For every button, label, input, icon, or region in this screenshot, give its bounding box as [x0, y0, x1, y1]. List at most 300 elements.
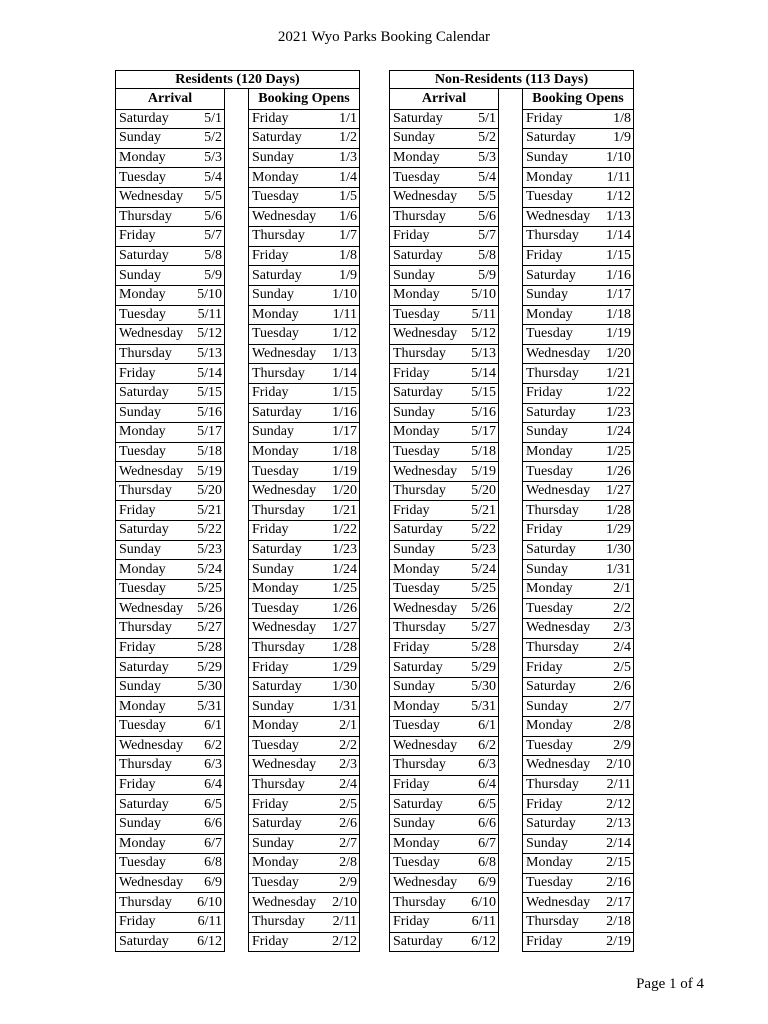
day-name: Wednesday: [252, 894, 317, 910]
date-value: 6/5: [478, 796, 496, 812]
booking-opens-column: [248, 109, 360, 953]
day-name: Wednesday: [526, 894, 591, 910]
day-name: Wednesday: [119, 326, 184, 342]
day-name: Thursday: [526, 228, 579, 244]
date-value: 5/12: [197, 326, 222, 342]
booking-opens-row: [249, 834, 359, 854]
date-value: 5/27: [197, 620, 222, 636]
booking-opens-row: [523, 520, 633, 540]
arrival-row: [390, 481, 498, 501]
arrival-row: [116, 128, 224, 148]
day-name: Monday: [252, 306, 299, 322]
booking-opens-row: [523, 638, 633, 658]
booking-opens-row: [249, 246, 359, 266]
date-value: 2/14: [606, 835, 631, 851]
day-name: Sunday: [526, 835, 568, 851]
arrival-row: [390, 344, 498, 364]
day-name: Friday: [119, 639, 156, 655]
day-name: Sunday: [119, 130, 161, 146]
booking-opens-row: [249, 324, 359, 344]
booking-opens-row: [523, 442, 633, 462]
date-value: 1/26: [332, 600, 357, 616]
booking-opens-row: [523, 305, 633, 325]
arrival-row: [116, 657, 224, 677]
day-name: Saturday: [393, 659, 443, 675]
date-value: 2/15: [606, 855, 631, 871]
date-value: 1/22: [332, 522, 357, 538]
date-value: 2/4: [613, 639, 631, 655]
date-value: 5/31: [471, 698, 496, 714]
arrival-column-header: Arrival: [115, 89, 225, 109]
date-value: 2/12: [332, 933, 357, 949]
date-value: 1/4: [339, 169, 357, 185]
arrival-row: [116, 481, 224, 501]
date-value: 5/23: [197, 541, 222, 557]
date-value: 1/27: [606, 483, 631, 499]
date-value: 5/18: [471, 443, 496, 459]
date-value: 5/9: [204, 267, 222, 283]
arrival-row: [390, 579, 498, 599]
arrival-row: [116, 873, 224, 893]
date-value: 6/2: [204, 737, 222, 753]
day-name: Monday: [119, 424, 166, 440]
booking-opens-row: [523, 128, 633, 148]
day-name: Friday: [119, 365, 156, 381]
date-value: 5/10: [197, 287, 222, 303]
day-name: Sunday: [393, 404, 435, 420]
date-value: 1/8: [339, 248, 357, 264]
date-value: 2/3: [613, 620, 631, 636]
day-name: Tuesday: [119, 443, 166, 459]
day-name: Sunday: [252, 424, 294, 440]
date-value: 1/13: [606, 208, 631, 224]
booking-opens-column: [522, 109, 634, 953]
day-name: Thursday: [393, 346, 446, 362]
arrival-row: [390, 912, 498, 932]
date-value: 6/12: [197, 933, 222, 949]
day-name: Sunday: [119, 816, 161, 832]
booking-opens-row: [249, 442, 359, 462]
arrival-row: [390, 363, 498, 383]
arrival-row: [116, 305, 224, 325]
booking-opens-row: [523, 265, 633, 285]
date-value: 1/23: [332, 541, 357, 557]
date-value: 1/29: [332, 659, 357, 675]
date-value: 1/1: [339, 110, 357, 126]
date-value: 6/1: [204, 718, 222, 734]
residents-column-headers: [115, 89, 360, 109]
arrival-row: [390, 226, 498, 246]
date-value: 1/20: [332, 483, 357, 499]
arrival-row: [390, 932, 498, 952]
date-value: 1/15: [332, 385, 357, 401]
arrival-row: [390, 461, 498, 481]
date-value: 6/8: [204, 855, 222, 871]
date-value: 1/16: [606, 267, 631, 283]
date-value: 1/22: [606, 385, 631, 401]
arrival-row: [116, 834, 224, 854]
booking-opens-row: [249, 598, 359, 618]
day-name: Friday: [526, 248, 563, 264]
date-value: 1/14: [606, 228, 631, 244]
date-value: 1/18: [606, 306, 631, 322]
date-value: 1/19: [332, 463, 357, 479]
date-value: 5/23: [471, 541, 496, 557]
booking-opens-row: [249, 422, 359, 442]
booking-opens-row: [249, 481, 359, 501]
date-value: 6/4: [204, 777, 222, 793]
date-value: 5/19: [471, 463, 496, 479]
arrival-row: [390, 109, 498, 129]
date-value: 5/7: [478, 228, 496, 244]
date-value: 5/26: [197, 600, 222, 616]
day-name: Wednesday: [119, 875, 184, 891]
arrival-row: [390, 285, 498, 305]
day-name: Monday: [252, 581, 299, 597]
date-value: 1/9: [613, 130, 631, 146]
date-value: 5/9: [478, 267, 496, 283]
day-name: Friday: [252, 248, 289, 264]
day-name: Saturday: [393, 933, 443, 949]
date-value: 5/7: [204, 228, 222, 244]
booking-opens-row: [523, 736, 633, 756]
booking-opens-row: [249, 265, 359, 285]
arrival-row: [390, 187, 498, 207]
date-value: 2/10: [606, 757, 631, 773]
date-value: 6/2: [478, 737, 496, 753]
arrival-row: [116, 716, 224, 736]
day-name: Thursday: [252, 365, 305, 381]
date-value: 2/4: [339, 777, 357, 793]
date-value: 1/17: [332, 424, 357, 440]
day-name: Friday: [526, 659, 563, 675]
day-name: Tuesday: [252, 737, 299, 753]
date-value: 1/28: [606, 502, 631, 518]
residents-header: Residents (120 Days): [115, 70, 360, 89]
day-name: Saturday: [393, 522, 443, 538]
arrival-row: [390, 442, 498, 462]
booking-opens-row: [523, 559, 633, 579]
date-value: 5/29: [471, 659, 496, 675]
booking-opens-row: [249, 285, 359, 305]
day-name: Tuesday: [526, 189, 573, 205]
day-name: Saturday: [393, 248, 443, 264]
day-name: Monday: [526, 169, 573, 185]
booking-opens-row: [523, 285, 633, 305]
date-value: 1/21: [332, 502, 357, 518]
date-value: 2/9: [339, 875, 357, 891]
arrival-column: [389, 109, 499, 953]
day-name: Saturday: [526, 130, 576, 146]
day-name: Tuesday: [526, 737, 573, 753]
booking-opens-row: [523, 540, 633, 560]
booking-opens-row: [249, 226, 359, 246]
arrival-row: [390, 305, 498, 325]
day-name: Monday: [393, 561, 440, 577]
day-name: Friday: [526, 796, 563, 812]
date-value: 6/7: [478, 835, 496, 851]
date-value: 1/27: [332, 620, 357, 636]
day-name: Sunday: [252, 835, 294, 851]
arrival-row: [390, 834, 498, 854]
booking-opens-row: [249, 344, 359, 364]
day-name: Saturday: [252, 404, 302, 420]
arrival-row: [390, 657, 498, 677]
date-value: 5/19: [197, 463, 222, 479]
booking-opens-row: [523, 461, 633, 481]
date-value: 5/15: [197, 385, 222, 401]
date-value: 6/7: [204, 835, 222, 851]
arrival-row: [390, 383, 498, 403]
booking-opens-row: [523, 755, 633, 775]
day-name: Monday: [119, 835, 166, 851]
date-value: 5/27: [471, 620, 496, 636]
arrival-row: [116, 540, 224, 560]
day-name: Sunday: [526, 698, 568, 714]
date-value: 5/11: [197, 306, 222, 322]
date-value: 5/4: [478, 169, 496, 185]
day-name: Wednesday: [119, 189, 184, 205]
nonresidents-column-headers: [389, 89, 634, 109]
date-value: 5/22: [197, 522, 222, 538]
day-name: Wednesday: [526, 620, 591, 636]
arrival-row: [116, 148, 224, 168]
day-name: Friday: [526, 110, 563, 126]
day-name: Wednesday: [252, 620, 317, 636]
day-name: Wednesday: [393, 463, 458, 479]
date-value: 5/24: [471, 561, 496, 577]
day-name: Tuesday: [252, 875, 299, 891]
date-value: 5/5: [478, 189, 496, 205]
day-name: Saturday: [393, 796, 443, 812]
arrival-row: [116, 912, 224, 932]
date-value: 2/8: [613, 718, 631, 734]
arrival-row: [390, 246, 498, 266]
booking-opens-row: [249, 755, 359, 775]
arrival-row: [116, 265, 224, 285]
arrival-row: [390, 422, 498, 442]
date-value: 6/11: [197, 914, 222, 930]
day-name: Monday: [393, 424, 440, 440]
day-name: Sunday: [526, 287, 568, 303]
day-name: Friday: [393, 365, 430, 381]
booking-opens-row: [249, 853, 359, 873]
booking-opens-row: [523, 657, 633, 677]
day-name: Saturday: [119, 110, 169, 126]
booking-opens-row: [523, 500, 633, 520]
date-value: 5/22: [471, 522, 496, 538]
day-name: Thursday: [252, 777, 305, 793]
arrival-row: [116, 559, 224, 579]
date-value: 5/16: [197, 404, 222, 420]
day-name: Thursday: [393, 757, 446, 773]
day-name: Thursday: [252, 228, 305, 244]
day-name: Tuesday: [252, 326, 299, 342]
date-value: 6/12: [471, 933, 496, 949]
date-value: 5/20: [197, 483, 222, 499]
day-name: Tuesday: [393, 169, 440, 185]
date-value: 1/9: [339, 267, 357, 283]
day-name: Sunday: [119, 679, 161, 695]
booking-opens-row: [523, 853, 633, 873]
day-name: Sunday: [393, 541, 435, 557]
day-name: Saturday: [526, 679, 576, 695]
arrival-row: [116, 932, 224, 952]
date-value: 5/4: [204, 169, 222, 185]
booking-opens-row: [523, 226, 633, 246]
day-name: Monday: [526, 855, 573, 871]
day-name: Sunday: [252, 287, 294, 303]
arrival-row: [116, 226, 224, 246]
day-name: Thursday: [119, 757, 172, 773]
day-name: Tuesday: [252, 189, 299, 205]
day-name: Tuesday: [526, 600, 573, 616]
day-name: Thursday: [526, 639, 579, 655]
day-name: Friday: [119, 502, 156, 518]
booking-opens-row: [249, 187, 359, 207]
date-value: 1/31: [332, 698, 357, 714]
date-value: 5/8: [478, 248, 496, 264]
date-value: 5/30: [471, 679, 496, 695]
day-name: Wednesday: [526, 757, 591, 773]
booking-opens-row: [523, 579, 633, 599]
date-value: 1/5: [339, 189, 357, 205]
booking-opens-row: [523, 834, 633, 854]
day-name: Friday: [526, 522, 563, 538]
booking-opens-row: [249, 677, 359, 697]
arrival-row: [390, 540, 498, 560]
arrival-row: [390, 677, 498, 697]
booking-opens-row: [249, 305, 359, 325]
date-value: 5/25: [471, 581, 496, 597]
day-name: Saturday: [526, 816, 576, 832]
date-value: 6/6: [478, 816, 496, 832]
booking-opens-row: [249, 520, 359, 540]
day-name: Tuesday: [393, 581, 440, 597]
day-name: Monday: [119, 287, 166, 303]
day-name: Wednesday: [393, 189, 458, 205]
day-name: Saturday: [252, 130, 302, 146]
day-name: Friday: [393, 639, 430, 655]
date-value: 2/10: [332, 894, 357, 910]
day-name: Thursday: [526, 914, 579, 930]
day-name: Tuesday: [393, 718, 440, 734]
date-value: 1/19: [606, 326, 631, 342]
day-name: Monday: [526, 443, 573, 459]
date-value: 5/17: [197, 424, 222, 440]
date-value: 1/29: [606, 522, 631, 538]
day-name: Wednesday: [393, 875, 458, 891]
day-name: Wednesday: [393, 326, 458, 342]
day-name: Friday: [526, 933, 563, 949]
day-name: Sunday: [252, 150, 294, 166]
arrival-row: [390, 559, 498, 579]
booking-opens-row: [249, 814, 359, 834]
day-name: Friday: [252, 110, 289, 126]
booking-opens-row: [249, 148, 359, 168]
date-value: 5/14: [197, 365, 222, 381]
day-name: Tuesday: [393, 443, 440, 459]
booking-opens-row: [249, 794, 359, 814]
day-name: Monday: [526, 581, 573, 597]
arrival-column-header: Arrival: [389, 89, 499, 109]
day-name: Wednesday: [526, 208, 591, 224]
date-value: 1/2: [339, 130, 357, 146]
date-value: 1/31: [606, 561, 631, 577]
date-value: 5/21: [197, 502, 222, 518]
day-name: Thursday: [393, 620, 446, 636]
date-value: 1/25: [606, 443, 631, 459]
booking-opens-row: [249, 383, 359, 403]
arrival-row: [116, 520, 224, 540]
arrival-row: [390, 755, 498, 775]
date-value: 5/5: [204, 189, 222, 205]
day-name: Saturday: [119, 522, 169, 538]
booking-opens-row: [523, 109, 633, 129]
booking-opens-row: [249, 892, 359, 912]
booking-opens-row: [249, 932, 359, 952]
day-name: Sunday: [526, 424, 568, 440]
day-name: Thursday: [119, 208, 172, 224]
date-value: 1/16: [332, 404, 357, 420]
date-value: 6/5: [204, 796, 222, 812]
day-name: Saturday: [252, 541, 302, 557]
booking-opens-row: [523, 716, 633, 736]
date-value: 5/2: [478, 130, 496, 146]
date-value: 5/3: [478, 150, 496, 166]
day-name: Sunday: [393, 130, 435, 146]
day-name: Tuesday: [119, 169, 166, 185]
day-name: Tuesday: [526, 463, 573, 479]
date-value: 5/13: [471, 346, 496, 362]
arrival-row: [116, 324, 224, 344]
date-value: 2/11: [332, 914, 357, 930]
day-name: Wednesday: [526, 346, 591, 362]
day-name: Thursday: [526, 502, 579, 518]
date-value: 1/10: [332, 287, 357, 303]
arrival-row: [116, 422, 224, 442]
date-value: 5/28: [197, 639, 222, 655]
day-name: Wednesday: [393, 737, 458, 753]
booking-opens-row: [249, 638, 359, 658]
day-name: Tuesday: [119, 306, 166, 322]
day-name: Wednesday: [119, 737, 184, 753]
day-name: Saturday: [119, 385, 169, 401]
arrival-row: [116, 187, 224, 207]
arrival-row: [116, 579, 224, 599]
date-value: 1/6: [339, 208, 357, 224]
arrival-row: [390, 324, 498, 344]
date-value: 2/3: [339, 757, 357, 773]
booking-opens-row: [523, 677, 633, 697]
booking-opens-row: [249, 540, 359, 560]
date-value: 5/17: [471, 424, 496, 440]
booking-opens-row: [523, 696, 633, 716]
date-value: 1/20: [606, 346, 631, 362]
date-value: 5/18: [197, 443, 222, 459]
arrival-row: [390, 638, 498, 658]
arrival-row: [390, 403, 498, 423]
day-name: Sunday: [526, 561, 568, 577]
booking-opens-row: [249, 736, 359, 756]
day-name: Saturday: [526, 541, 576, 557]
arrival-row: [116, 403, 224, 423]
day-name: Tuesday: [393, 855, 440, 871]
nonresidents-header: Non-Residents (113 Days): [389, 70, 634, 89]
booking-opens-row: [523, 892, 633, 912]
date-value: 1/25: [332, 581, 357, 597]
day-name: Friday: [119, 228, 156, 244]
